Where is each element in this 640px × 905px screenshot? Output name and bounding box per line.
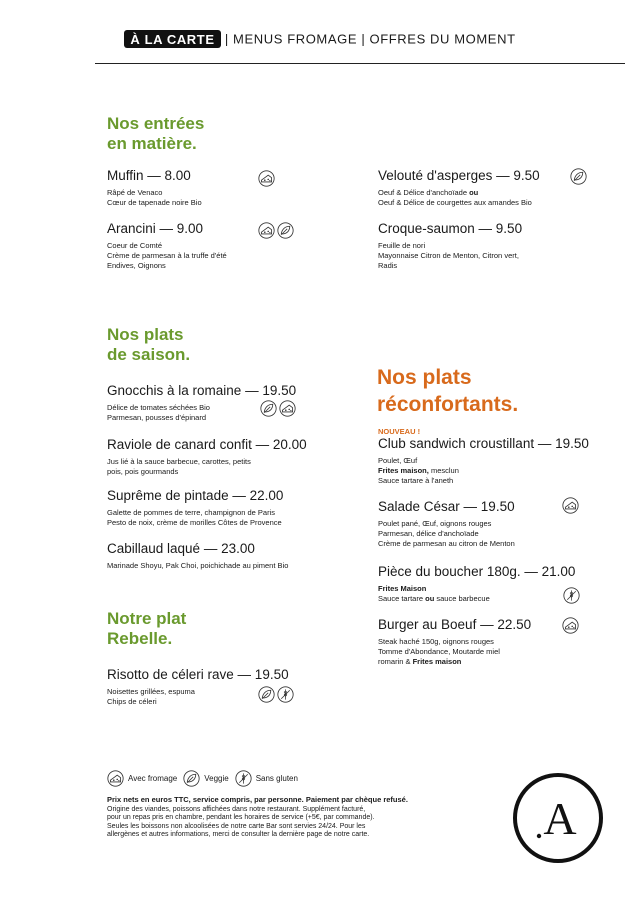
icon-legend	[107, 770, 304, 787]
legend-label: Avec fromage	[128, 774, 178, 783]
desc-line: Sauce tartare	[378, 594, 426, 603]
desc-bold: ou	[469, 188, 479, 197]
cheese-icon	[279, 400, 296, 417]
dish-raviole	[107, 437, 307, 477]
dish-title: Pièce du boucher 180g. — 21.00	[378, 564, 576, 579]
dish-title: Arancini — 9.00	[107, 221, 204, 236]
desc-line: Cœur de tapenade noire Bio	[107, 198, 202, 207]
legend-label: Veggie	[204, 774, 229, 783]
heading-line: Nos plats	[107, 325, 184, 344]
dish-club	[378, 427, 589, 486]
desc-line: Radis	[378, 261, 398, 270]
dish-title: Risotto de céleri rave — 19.50	[107, 667, 289, 682]
dish-description	[107, 188, 202, 208]
dish-arancini-icons	[258, 222, 294, 239]
desc-line: Jus lié à la sauce barbecue, carottes, petits	[107, 457, 251, 466]
desc-bold: Frites maison,	[378, 466, 429, 475]
desc-line: Poulet, Œuf	[378, 456, 418, 465]
dish-cabillaud	[107, 541, 288, 571]
section-saison-heading	[107, 325, 190, 365]
gluten-free-icon	[235, 770, 252, 787]
heading-line: Nos entrées	[107, 114, 205, 133]
veggie-icon	[258, 686, 275, 703]
dish-title: Club sandwich croustillant — 19.50	[378, 436, 589, 451]
dish-description	[378, 241, 522, 271]
dish-description	[107, 241, 227, 271]
dish-veloute	[378, 168, 540, 208]
dish-croque	[378, 221, 522, 271]
desc-bold: Frites Maison	[378, 584, 427, 593]
dish-title: Suprême de pintade — 22.00	[107, 488, 284, 503]
desc-bold: ou	[425, 594, 435, 603]
desc-line: Feuille de nori	[378, 241, 426, 250]
dish-description	[107, 457, 307, 477]
desc-line: Oeuf & Délice d'anchoïade	[378, 188, 470, 197]
dish-description	[107, 561, 288, 571]
dish-description	[378, 584, 575, 604]
dish-cesar	[378, 499, 515, 549]
brand-logo	[512, 772, 604, 864]
desc-line: romarin &	[378, 657, 413, 666]
dish-title: Raviole de canard confit — 20.00	[107, 437, 307, 452]
desc-line: Noisettes grillées, espuma	[107, 687, 195, 696]
top-nav	[0, 30, 640, 48]
dish-title: Cabillaud laqué — 23.00	[107, 541, 255, 556]
dish-muffin	[107, 168, 202, 208]
dish-veloute-icons	[570, 168, 587, 185]
cheese-icon	[258, 170, 275, 187]
gluten-free-icon	[277, 686, 294, 703]
dish-description	[107, 508, 283, 528]
dish-risotto-icons	[258, 686, 294, 703]
desc-line: sauce barbecue	[434, 594, 490, 603]
heading-line: Nos plats	[377, 366, 472, 389]
veggie-icon	[570, 168, 587, 185]
dish-muffin-icons	[258, 170, 275, 187]
heading-line: de saison.	[107, 345, 191, 364]
desc-line: Galette de pommes de terre, champignon de Paris	[107, 508, 276, 517]
cheese-icon	[258, 222, 275, 239]
desc-line: Râpé de Venaco	[107, 188, 163, 197]
desc-line: Mayonnaise Citron de Menton, Citron vert,	[378, 251, 519, 260]
nav-divider	[95, 63, 625, 64]
dish-arancini	[107, 221, 227, 271]
heading-line: Notre plat	[107, 609, 187, 628]
legend-label: Sans gluten	[255, 774, 298, 783]
desc-line: Poulet pané, Œuf, oignons rouges	[378, 519, 492, 528]
gluten-free-icon	[563, 587, 580, 604]
dish-piece-icons	[563, 587, 580, 604]
nav-tabs-other[interactable]: | MENUS FROMAGE | OFFRES DU MOMENT	[224, 31, 516, 47]
footnote-line: Seules les boissons non alcoolisées de notre carte Bar sont servies 24/24. Pour les	[107, 822, 366, 830]
desc-line: Pesto de noix, crème de morilles Côtes de Provence	[107, 518, 282, 527]
dish-supreme	[107, 488, 283, 528]
heading-line: en matière.	[107, 134, 197, 153]
desc-line: Crème de parmesan à la truffe d'été	[107, 251, 227, 260]
dish-description	[378, 188, 540, 208]
desc-line: Parmesan, pousses d'épinard	[107, 413, 206, 422]
legend-veggie	[183, 770, 228, 787]
veggie-icon	[277, 222, 294, 239]
legend-gluten	[235, 770, 298, 787]
cheese-icon	[562, 617, 579, 634]
veggie-icon	[183, 770, 200, 787]
dish-title: Salade César — 19.50	[378, 499, 515, 514]
footnote-line: allergènes et autres informations, merci de consulter la dernière page de notre carte.	[107, 831, 370, 838]
cheese-icon	[562, 497, 579, 514]
desc-line: Steak haché 150g, oignons rouges	[378, 637, 494, 646]
dish-description	[378, 519, 515, 549]
dish-title: Burger au Boeuf — 22.50	[378, 617, 532, 632]
section-rebelle-heading	[107, 609, 186, 649]
desc-line: Coeur de Comté	[107, 241, 163, 250]
dish-gnocchis-icons	[260, 400, 296, 417]
desc-line: Délice de tomates séchées Bio	[107, 403, 210, 412]
desc-bold: Frites maison	[412, 657, 462, 666]
veggie-icon	[260, 400, 277, 417]
footnote-bold: Prix nets en euros TTC, service compris, par personne. Paiement par chèque refusé.	[107, 795, 408, 804]
desc-line: Tomme d'Abondance, Moutarde miel	[378, 647, 500, 656]
desc-line: Sauce tartare à l'aneth	[378, 476, 454, 485]
heading-line: Rebelle.	[107, 629, 173, 648]
footnote	[107, 796, 507, 840]
desc-line: Parmesan, délice d'anchoïade	[378, 529, 479, 538]
desc-line: pois, pois gourmands	[107, 467, 179, 476]
desc-line: Crème de parmesan au citron de Menton	[378, 539, 515, 548]
dish-title: Croque-saumon — 9.50	[378, 221, 523, 236]
dish-title: Gnocchis à la romaine — 19.50	[107, 383, 297, 398]
logo-letter: A	[543, 793, 577, 844]
new-badge: NOUVEAU !	[378, 427, 421, 436]
nav-tab-a-la-carte[interactable]: À LA CARTE	[124, 30, 220, 48]
dish-cesar-icons	[562, 497, 579, 514]
dish-burger-icons	[562, 617, 579, 634]
dish-title: Velouté d'asperges — 9.50	[378, 168, 540, 183]
dish-title: Muffin — 8.00	[107, 168, 191, 183]
footnote-line: Origine des viandes, poissons affichées dans notre restaurant. Supplément facturé,	[107, 805, 366, 813]
heading-line: réconfortants.	[377, 393, 519, 416]
section-entrees-heading	[107, 114, 204, 154]
desc-line: Endives, Oignons	[107, 261, 166, 270]
dish-piece	[378, 564, 575, 604]
logo-dot	[537, 834, 541, 838]
dish-description	[378, 637, 531, 667]
desc-line: Chips de céleri	[107, 697, 157, 706]
dish-description	[378, 456, 589, 486]
cheese-icon	[107, 770, 124, 787]
section-reconfortants-heading	[377, 364, 518, 418]
desc-line: Oeuf & Délice de courgettes aux amandes Bio	[378, 198, 532, 207]
legend-cheese	[107, 770, 177, 787]
dish-burger	[378, 617, 531, 667]
desc-line: mesclun	[428, 466, 459, 475]
footnote-line: pour un repas pris en chambre, pendant les horaires de service (+5€, par commande).	[107, 814, 375, 821]
desc-line: Marinade Shoyu, Pak Choi, poichichade au piment Bio	[107, 561, 289, 570]
